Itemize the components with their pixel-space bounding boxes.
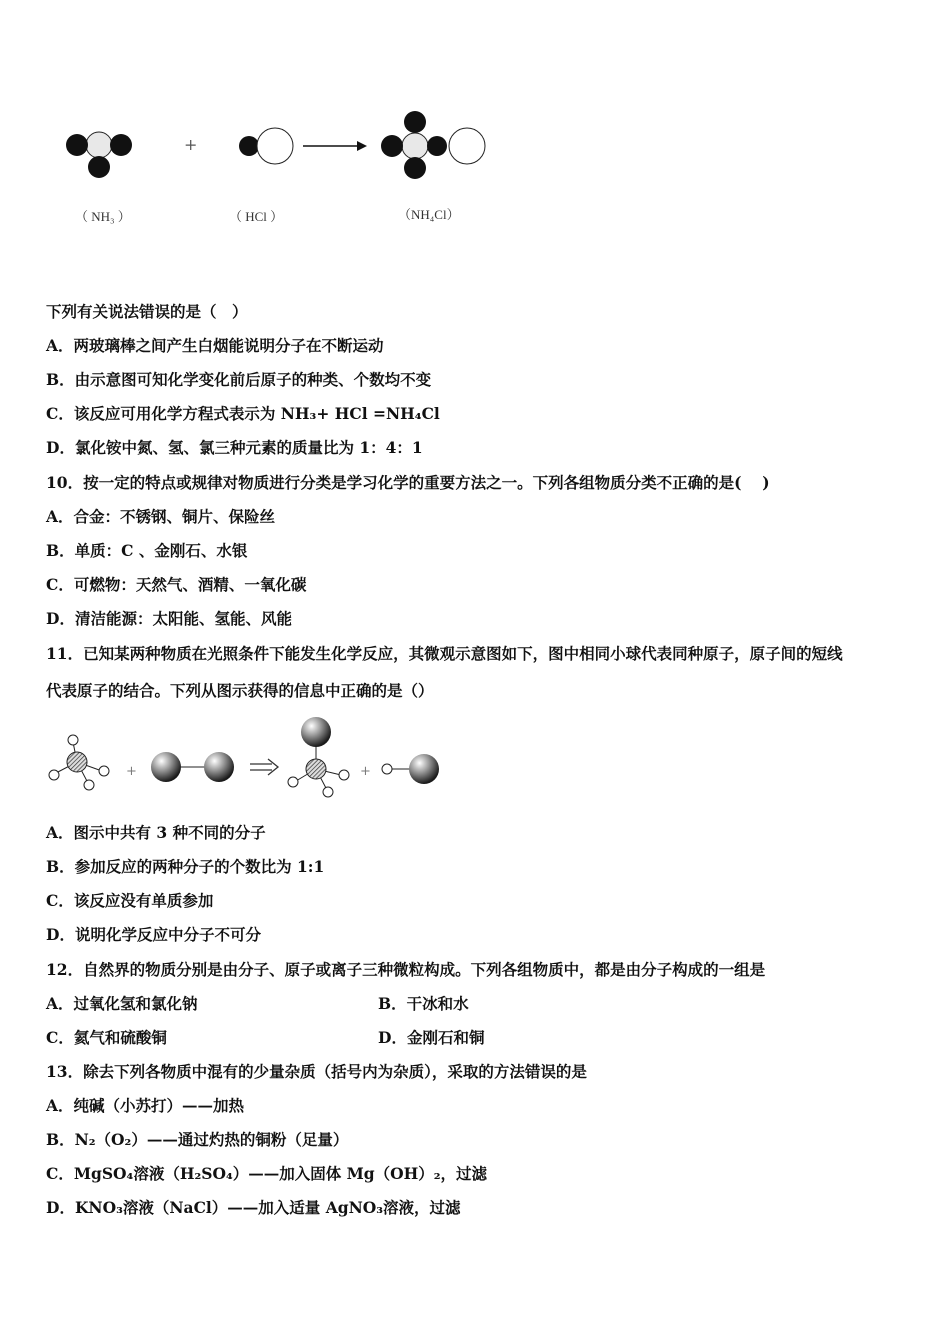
q11-option-a: A．图示中共有 3 种不同的分子 [46, 823, 266, 842]
q9-stem: 下列有关说法错误的是（ ） [46, 302, 248, 321]
q12-option-c: C．氦气和硫酸铜 [46, 1028, 167, 1047]
q10-option-d: D．清洁能源：太阳能、氢能、风能 [46, 609, 292, 628]
q11-stem-line1: 11．已知某两种物质在光照条件下能发生化学反应，其微观示意图如下，图中相同小球代表同种原子，原子间的短线 [46, 644, 843, 663]
q9-option-c: C．该反应可用化学方程式表示为 NH₃+ HCl =NH₄Cl [46, 404, 440, 423]
molecule-hcl [382, 754, 439, 784]
q10-option-a: A．合金：不锈钢、铜片、保险丝 [46, 507, 276, 526]
reaction-arrow [303, 141, 367, 151]
caption-nh3: （ NH₃ ） [75, 209, 131, 224]
q13-option-d: D．KNO₃溶液（NaCl）——加入适量 AgNO₃溶液，过滤 [46, 1198, 461, 1217]
q10-option-b: B．单质：C 、金刚石、水银 [46, 541, 248, 560]
molecule-ch4 [49, 735, 109, 790]
q9-option-d: D．氯化铵中氮、氢、氯三种元素的质量比为 1：4：1 [46, 438, 423, 457]
q10-option-c: C．可燃物：天然气、酒精、一氧化碳 [46, 575, 307, 594]
q12-option-b: B．干冰和水 [378, 994, 469, 1013]
q13-option-b: B．N₂（O₂）——通过灼热的铜粉（足量） [46, 1130, 349, 1149]
svg-text:+: + [126, 764, 137, 779]
nh3-molecule [66, 132, 132, 178]
q12-option-d: D．金刚石和铜 [378, 1028, 485, 1047]
q11-stem-line2: 代表原子的结合。下列从图示获得的信息中正确的是（） [46, 681, 434, 700]
reaction-diagram-q11 [44, 715, 444, 805]
q11-option-b: B．参加反应的两种分子的个数比为 1:1 [46, 857, 325, 876]
molecule-ch3cl [288, 717, 349, 797]
svg-text:+: + [360, 764, 371, 779]
q9-option-b: B．由示意图可知化学变化前后原子的种类、个数均不变 [46, 370, 432, 389]
q13-stem: 13．除去下列各物质中混有的少量杂质（括号内为杂质），采取的方法错误的是 [46, 1062, 587, 1081]
caption-hcl: （ HCl ） [229, 209, 284, 224]
q11-option-c: C．该反应没有单质参加 [46, 891, 214, 910]
q13-option-a: A．纯碱（小苏打）——加热 [46, 1096, 245, 1115]
caption-nh4cl: （NH₄Cl） [398, 207, 460, 222]
reaction-double-arrow [250, 759, 278, 775]
molecule-cl2 [151, 752, 234, 782]
q13-option-c: C．MgSO₄溶液（H₂SO₄）——加入固体 Mg（OH）₂，过滤 [46, 1164, 488, 1183]
plus-sign: + [184, 135, 198, 154]
hcl-molecule [239, 128, 293, 164]
nh4cl-molecule [381, 111, 485, 179]
q12-stem: 12．自然界的物质分别是由分子、原子或离子三种微粒构成。下列各组物质中，都是由分子构成的一组是 [46, 960, 766, 979]
q12-option-a: A．过氧化氢和氯化钠 [46, 994, 198, 1013]
q11-option-d: D．说明化学反应中分子不可分 [46, 925, 261, 944]
q9-option-a: A．两玻璃棒之间产生白烟能说明分子在不断运动 [46, 336, 384, 355]
reaction-diagram-nh3-hcl [55, 100, 505, 190]
q10-stem: 10．按一定的特点或规律对物质进行分类是学习化学的重要方法之一。下列各组物质分类不正确的是( ) [46, 473, 770, 492]
